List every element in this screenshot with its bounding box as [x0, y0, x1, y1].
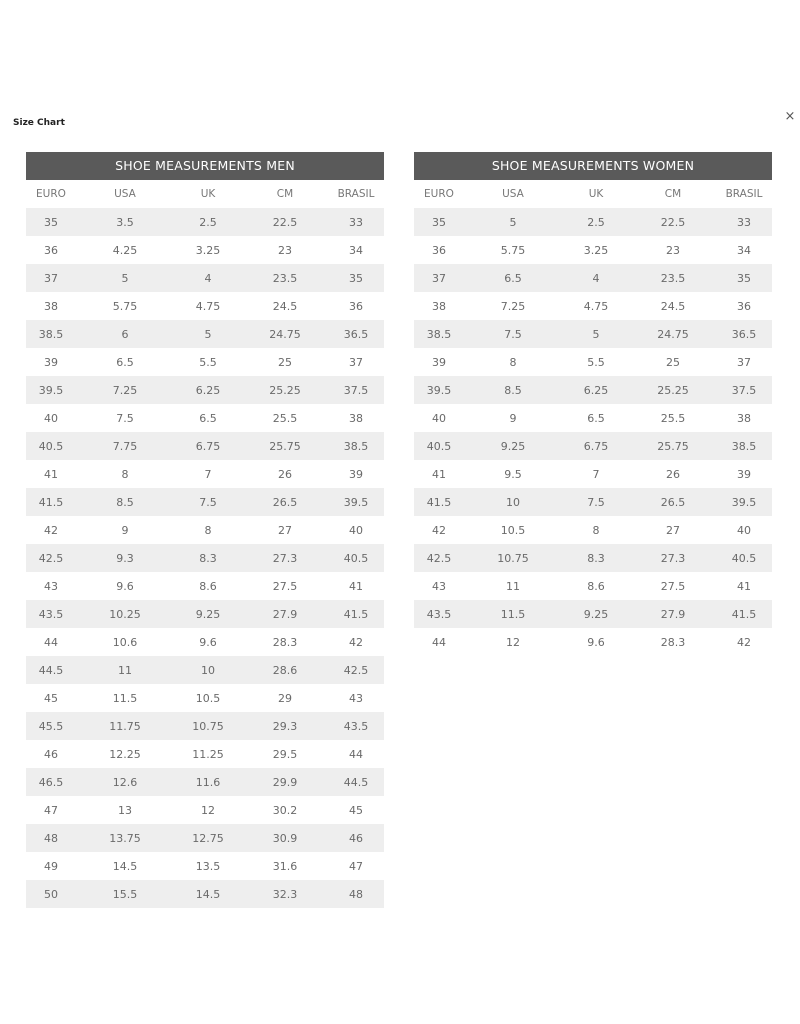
- cell-uk: 4.75: [174, 292, 242, 320]
- table-row: [26, 796, 384, 824]
- column-header-brasil: BRASIL: [725, 188, 763, 200]
- column-header-cm: CM: [276, 188, 294, 200]
- dialog-title: Size Chart: [13, 118, 65, 128]
- table-row: [414, 488, 772, 516]
- cell-usa: 7.5: [76, 404, 174, 432]
- cell-uk: 10.75: [174, 712, 242, 740]
- cell-cm: 27.3: [242, 544, 328, 572]
- cell-brasil: 37.5: [716, 376, 772, 404]
- cell-brasil: 34: [716, 236, 772, 264]
- cell-brasil: 45: [328, 796, 384, 824]
- cell-cm: 27: [630, 516, 716, 544]
- cell-usa: 7.5: [464, 320, 562, 348]
- cell-uk: 6.5: [562, 404, 630, 432]
- women-table-body: [414, 208, 772, 656]
- cell-uk: 6.75: [562, 432, 630, 460]
- cell-cm: 25.75: [630, 432, 716, 460]
- cell-euro: 50: [26, 880, 76, 908]
- cell-cm: 26: [630, 460, 716, 488]
- cell-usa: 12.6: [76, 768, 174, 796]
- cell-brasil: 41: [328, 572, 384, 600]
- cell-brasil: 43.5: [328, 712, 384, 740]
- cell-euro: 39: [414, 348, 464, 376]
- cell-brasil: 42: [716, 628, 772, 656]
- cell-cm: 28.6: [242, 656, 328, 684]
- cell-uk: 7.5: [562, 488, 630, 516]
- cell-cm: 26: [242, 460, 328, 488]
- cell-usa: 6.5: [76, 348, 174, 376]
- cell-uk: 2.5: [174, 208, 242, 236]
- cell-euro: 43: [414, 572, 464, 600]
- cell-cm: 26.5: [630, 488, 716, 516]
- cell-cm: 32.3: [242, 880, 328, 908]
- cell-brasil: 40.5: [328, 544, 384, 572]
- cell-brasil: 42.5: [328, 656, 384, 684]
- cell-euro: 41: [414, 460, 464, 488]
- cell-uk: 10: [174, 656, 242, 684]
- cell-brasil: 41.5: [328, 600, 384, 628]
- cell-euro: 46.5: [26, 768, 76, 796]
- cell-euro: 41.5: [414, 488, 464, 516]
- cell-brasil: 33: [716, 208, 772, 236]
- table-row: [414, 600, 772, 628]
- cell-cm: 25.5: [242, 404, 328, 432]
- cell-euro: 48: [26, 824, 76, 852]
- cell-uk: 8.3: [562, 544, 630, 572]
- cell-uk: 5: [562, 320, 630, 348]
- column-header-uk: UK: [588, 188, 604, 200]
- men-table-body: [26, 208, 384, 908]
- cell-cm: 27.9: [630, 600, 716, 628]
- cell-brasil: 36: [328, 292, 384, 320]
- cell-euro: 44: [414, 628, 464, 656]
- table-row: [414, 264, 772, 292]
- cell-brasil: 42: [328, 628, 384, 656]
- cell-brasil: 35: [328, 264, 384, 292]
- cell-uk: 9.25: [174, 600, 242, 628]
- cell-cm: 29.5: [242, 740, 328, 768]
- table-row: [26, 292, 384, 320]
- cell-usa: 9: [464, 404, 562, 432]
- cell-brasil: 39.5: [716, 488, 772, 516]
- cell-uk: 7: [174, 460, 242, 488]
- table-row: [414, 404, 772, 432]
- column-header-euro: EURO: [424, 188, 454, 200]
- table-row: [26, 376, 384, 404]
- cell-brasil: 38.5: [716, 432, 772, 460]
- cell-euro: 47: [26, 796, 76, 824]
- table-row: [26, 684, 384, 712]
- cell-brasil: 40: [328, 516, 384, 544]
- cell-uk: 8: [174, 516, 242, 544]
- cell-brasil: 35: [716, 264, 772, 292]
- table-row: [26, 852, 384, 880]
- cell-usa: 13: [76, 796, 174, 824]
- cell-euro: 38: [414, 292, 464, 320]
- cell-euro: 36: [26, 236, 76, 264]
- cell-uk: 6.75: [174, 432, 242, 460]
- cell-usa: 8.5: [464, 376, 562, 404]
- cell-euro: 49: [26, 852, 76, 880]
- table-row: [26, 460, 384, 488]
- men-size-grid: [26, 180, 384, 908]
- cell-usa: 11.5: [76, 684, 174, 712]
- cell-usa: 10: [464, 488, 562, 516]
- cell-brasil: 43: [328, 684, 384, 712]
- cell-uk: 6.5: [174, 404, 242, 432]
- cell-brasil: 37: [328, 348, 384, 376]
- cell-euro: 44: [26, 628, 76, 656]
- table-row: [414, 572, 772, 600]
- table-row: [414, 628, 772, 656]
- cell-usa: 15.5: [76, 880, 174, 908]
- table-row: [26, 236, 384, 264]
- cell-uk: 8: [562, 516, 630, 544]
- column-header-cm: CM: [664, 188, 682, 200]
- cell-usa: 11: [464, 572, 562, 600]
- cell-usa: 10.25: [76, 600, 174, 628]
- cell-euro: 46: [26, 740, 76, 768]
- cell-euro: 39.5: [414, 376, 464, 404]
- cell-euro: 40.5: [414, 432, 464, 460]
- cell-euro: 38: [26, 292, 76, 320]
- cell-usa: 5.75: [76, 292, 174, 320]
- cell-uk: 3.25: [174, 236, 242, 264]
- cell-usa: 8: [464, 348, 562, 376]
- table-row: [414, 348, 772, 376]
- cell-cm: 27.3: [630, 544, 716, 572]
- cell-brasil: 37.5: [328, 376, 384, 404]
- cell-cm: 28.3: [242, 628, 328, 656]
- cell-uk: 13.5: [174, 852, 242, 880]
- cell-usa: 9.3: [76, 544, 174, 572]
- cell-cm: 25.25: [630, 376, 716, 404]
- table-row: [26, 656, 384, 684]
- cell-cm: 22.5: [630, 208, 716, 236]
- cell-euro: 40.5: [26, 432, 76, 460]
- cell-euro: 37: [26, 264, 76, 292]
- cell-uk: 11.25: [174, 740, 242, 768]
- cell-brasil: 41: [716, 572, 772, 600]
- cell-euro: 42.5: [414, 544, 464, 572]
- table-row: [26, 712, 384, 740]
- cell-usa: 9.5: [464, 460, 562, 488]
- table-row: [414, 376, 772, 404]
- column-header-usa: USA: [502, 188, 524, 200]
- cell-brasil: 33: [328, 208, 384, 236]
- cell-cm: 30.9: [242, 824, 328, 852]
- cell-euro: 45: [26, 684, 76, 712]
- cell-cm: 24.5: [242, 292, 328, 320]
- cell-uk: 4: [562, 264, 630, 292]
- cell-uk: 9.25: [562, 600, 630, 628]
- cell-usa: 6.5: [464, 264, 562, 292]
- cell-usa: 5.75: [464, 236, 562, 264]
- cell-usa: 4.25: [76, 236, 174, 264]
- cell-brasil: 39.5: [328, 488, 384, 516]
- cell-euro: 42: [26, 516, 76, 544]
- cell-cm: 24.75: [630, 320, 716, 348]
- cell-cm: 23.5: [242, 264, 328, 292]
- cell-euro: 37: [414, 264, 464, 292]
- cell-uk: 6.25: [562, 376, 630, 404]
- cell-brasil: 47: [328, 852, 384, 880]
- cell-cm: 29.9: [242, 768, 328, 796]
- cell-usa: 11.75: [76, 712, 174, 740]
- cell-brasil: 38.5: [328, 432, 384, 460]
- cell-euro: 41: [26, 460, 76, 488]
- cell-brasil: 38: [716, 404, 772, 432]
- table-row: [26, 320, 384, 348]
- cell-euro: 41.5: [26, 488, 76, 516]
- cell-usa: 10.6: [76, 628, 174, 656]
- cell-euro: 44.5: [26, 656, 76, 684]
- cell-uk: 7.5: [174, 488, 242, 516]
- cell-uk: 5.5: [174, 348, 242, 376]
- cell-uk: 6.25: [174, 376, 242, 404]
- cell-cm: 27.9: [242, 600, 328, 628]
- cell-usa: 10.75: [464, 544, 562, 572]
- men-column-header-row: [26, 180, 384, 208]
- cell-cm: 23: [630, 236, 716, 264]
- cell-usa: 5: [464, 208, 562, 236]
- cell-uk: 8.6: [174, 572, 242, 600]
- cell-euro: 35: [414, 208, 464, 236]
- cell-euro: 42.5: [26, 544, 76, 572]
- cell-brasil: 38: [328, 404, 384, 432]
- cell-uk: 3.25: [562, 236, 630, 264]
- cell-brasil: 41.5: [716, 600, 772, 628]
- cell-uk: 14.5: [174, 880, 242, 908]
- women-table-heading: SHOE MEASUREMENTS WOMEN: [414, 152, 772, 180]
- table-row: [414, 320, 772, 348]
- cell-uk: 9.6: [562, 628, 630, 656]
- column-header-uk: UK: [200, 188, 216, 200]
- women-size-table: [414, 152, 772, 656]
- cell-euro: 35: [26, 208, 76, 236]
- cell-uk: 7: [562, 460, 630, 488]
- cell-brasil: 34: [328, 236, 384, 264]
- close-icon[interactable]: ×: [784, 109, 796, 124]
- cell-brasil: 46: [328, 824, 384, 852]
- cell-cm: 22.5: [242, 208, 328, 236]
- table-row: [26, 348, 384, 376]
- cell-uk: 5.5: [562, 348, 630, 376]
- cell-euro: 40: [414, 404, 464, 432]
- table-row: [414, 236, 772, 264]
- cell-cm: 26.5: [242, 488, 328, 516]
- cell-uk: 9.6: [174, 628, 242, 656]
- table-row: [26, 880, 384, 908]
- cell-cm: 24.75: [242, 320, 328, 348]
- cell-usa: 8.5: [76, 488, 174, 516]
- cell-euro: 40: [26, 404, 76, 432]
- men-table-heading: SHOE MEASUREMENTS MEN: [26, 152, 384, 180]
- table-row: [414, 516, 772, 544]
- table-row: [26, 572, 384, 600]
- cell-euro: 38.5: [26, 320, 76, 348]
- cell-usa: 12: [464, 628, 562, 656]
- cell-uk: 12: [174, 796, 242, 824]
- cell-brasil: 44: [328, 740, 384, 768]
- cell-usa: 11.5: [464, 600, 562, 628]
- cell-uk: 11.6: [174, 768, 242, 796]
- table-row: [26, 432, 384, 460]
- table-row: [26, 544, 384, 572]
- column-header-brasil: BRASIL: [337, 188, 375, 200]
- table-row: [26, 824, 384, 852]
- cell-euro: 39: [26, 348, 76, 376]
- cell-brasil: 37: [716, 348, 772, 376]
- table-row: [26, 404, 384, 432]
- table-row: [414, 292, 772, 320]
- table-row: [414, 208, 772, 236]
- cell-brasil: 36.5: [716, 320, 772, 348]
- cell-brasil: 40.5: [716, 544, 772, 572]
- cell-brasil: 40: [716, 516, 772, 544]
- cell-usa: 6: [76, 320, 174, 348]
- cell-uk: 2.5: [562, 208, 630, 236]
- table-row: [26, 264, 384, 292]
- cell-usa: 7.25: [464, 292, 562, 320]
- cell-euro: 39.5: [26, 376, 76, 404]
- cell-uk: 8.6: [562, 572, 630, 600]
- cell-cm: 25: [630, 348, 716, 376]
- cell-usa: 5: [76, 264, 174, 292]
- table-row: [26, 208, 384, 236]
- cell-cm: 30.2: [242, 796, 328, 824]
- cell-uk: 4: [174, 264, 242, 292]
- cell-uk: 5: [174, 320, 242, 348]
- table-row: [26, 740, 384, 768]
- cell-usa: 9.25: [464, 432, 562, 460]
- table-row: [414, 460, 772, 488]
- table-row: [26, 600, 384, 628]
- cell-usa: 13.75: [76, 824, 174, 852]
- cell-cm: 23.5: [630, 264, 716, 292]
- cell-euro: 45.5: [26, 712, 76, 740]
- cell-cm: 25: [242, 348, 328, 376]
- table-row: [414, 544, 772, 572]
- cell-cm: 28.3: [630, 628, 716, 656]
- cell-usa: 12.25: [76, 740, 174, 768]
- cell-euro: 43.5: [414, 600, 464, 628]
- cell-uk: 12.75: [174, 824, 242, 852]
- cell-uk: 8.3: [174, 544, 242, 572]
- cell-cm: 25.5: [630, 404, 716, 432]
- cell-usa: 14.5: [76, 852, 174, 880]
- cell-cm: 29: [242, 684, 328, 712]
- cell-usa: 9.6: [76, 572, 174, 600]
- column-header-euro: EURO: [36, 188, 66, 200]
- table-row: [26, 516, 384, 544]
- column-header-usa: USA: [114, 188, 136, 200]
- cell-cm: 23: [242, 236, 328, 264]
- cell-brasil: 36.5: [328, 320, 384, 348]
- cell-usa: 7.25: [76, 376, 174, 404]
- cell-euro: 43.5: [26, 600, 76, 628]
- women-size-grid: [414, 180, 772, 656]
- cell-brasil: 39: [328, 460, 384, 488]
- table-row: [414, 432, 772, 460]
- cell-cm: 27: [242, 516, 328, 544]
- cell-euro: 38.5: [414, 320, 464, 348]
- cell-cm: 27.5: [630, 572, 716, 600]
- cell-cm: 25.75: [242, 432, 328, 460]
- cell-usa: 8: [76, 460, 174, 488]
- table-row: [26, 768, 384, 796]
- cell-brasil: 48: [328, 880, 384, 908]
- cell-cm: 29.3: [242, 712, 328, 740]
- cell-cm: 25.25: [242, 376, 328, 404]
- cell-usa: 7.75: [76, 432, 174, 460]
- cell-usa: 3.5: [76, 208, 174, 236]
- cell-brasil: 39: [716, 460, 772, 488]
- cell-euro: 36: [414, 236, 464, 264]
- cell-brasil: 44.5: [328, 768, 384, 796]
- cell-brasil: 36: [716, 292, 772, 320]
- men-size-table: [26, 152, 384, 908]
- table-row: [26, 628, 384, 656]
- cell-usa: 11: [76, 656, 174, 684]
- cell-cm: 27.5: [242, 572, 328, 600]
- cell-usa: 10.5: [464, 516, 562, 544]
- cell-uk: 10.5: [174, 684, 242, 712]
- cell-usa: 9: [76, 516, 174, 544]
- cell-euro: 42: [414, 516, 464, 544]
- cell-cm: 24.5: [630, 292, 716, 320]
- table-row: [26, 488, 384, 516]
- cell-uk: 4.75: [562, 292, 630, 320]
- cell-cm: 31.6: [242, 852, 328, 880]
- women-column-header-row: [414, 180, 772, 208]
- cell-euro: 43: [26, 572, 76, 600]
